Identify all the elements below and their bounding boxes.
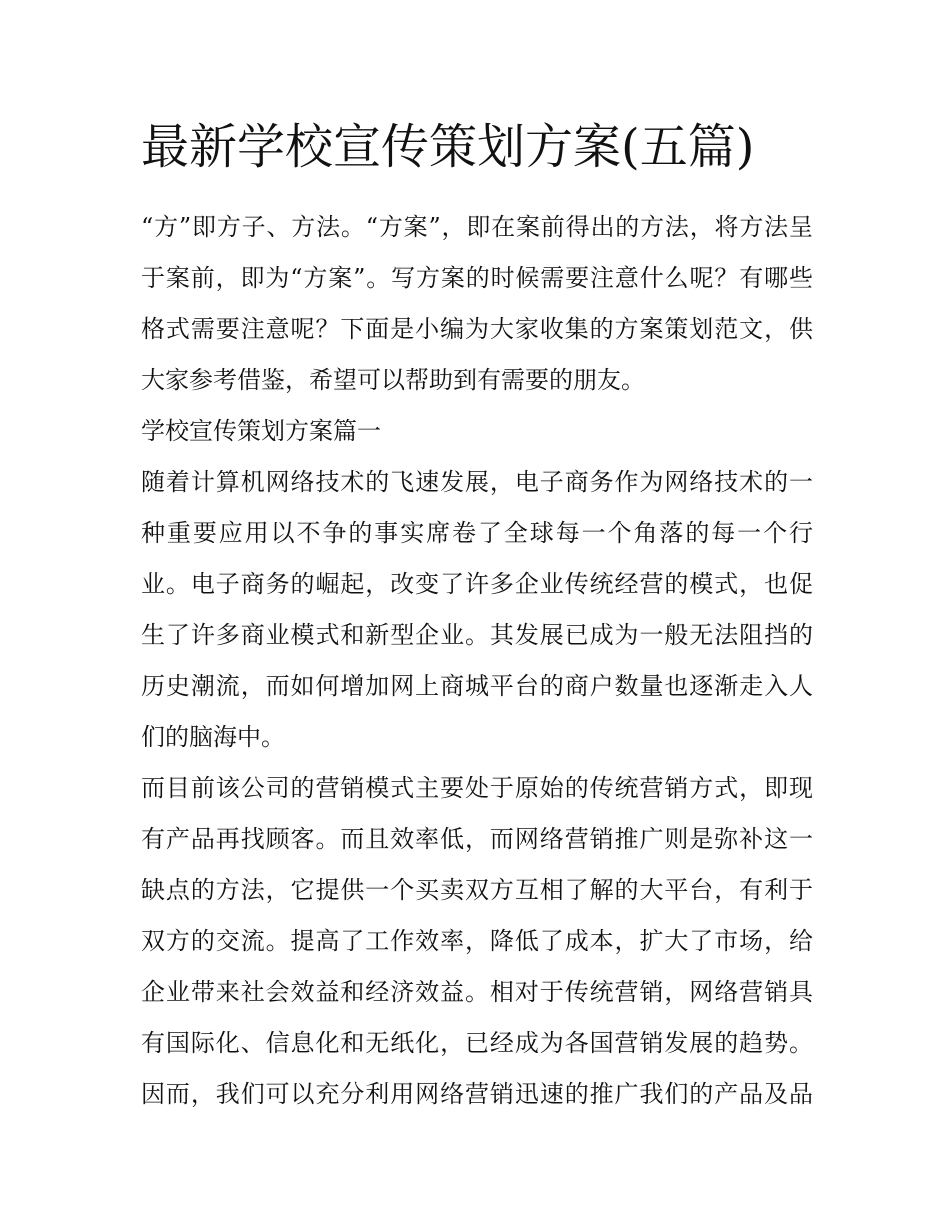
document-body [141, 202, 813, 1120]
text-line: 有国际化、信息化和无纸化，已经成为各国营销发展的趋势。 [141, 1029, 813, 1057]
text-line: 业。电子商务的崛起，改变了许多企业传统经营的模式，也促 [141, 570, 813, 598]
text-line: 历史潮流，而如何增加网上商城平台的商户数量也逐渐走入人 [141, 672, 813, 700]
text-line: 们的脑海中。 [141, 723, 285, 751]
text-line: 企业带来社会效益和经济效益。相对于传统营销，网络营销具 [141, 978, 813, 1006]
document-title: 最新学校宣传策划方案(五篇) [141, 119, 755, 175]
text-line: 大家参考借鉴，希望可以帮助到有需要的朋友。 [141, 366, 645, 394]
text-line: “方”即方子、方法。“方案”，即在案前得出的方法，将方法呈 [141, 213, 813, 241]
text-line: 双方的交流。提高了工作效率，降低了成本，扩大了市场，给 [141, 927, 813, 955]
text-line: 生了许多商业模式和新型企业。其发展已成为一般无法阻挡的 [141, 621, 813, 649]
section-heading: 学校宣传策划方案篇一 [141, 417, 381, 445]
text-line: 缺点的方法，它提供一个买卖双方互相了解的大平台，有利于 [141, 876, 813, 904]
text-line: 种重要应用以不争的事实席卷了全球每一个角落的每一个行 [141, 519, 813, 547]
text-line: 随着计算机网络技术的飞速发展，电子商务作为网络技术的一 [141, 468, 813, 496]
text-line: 而目前该公司的营销模式主要处于原始的传统营销方式，即现 [141, 774, 813, 802]
text-line: 于案前，即为“方案”。写方案的时候需要注意什么呢？有哪些 [141, 264, 813, 292]
text-line: 格式需要注意呢？下面是小编为大家收集的方案策划范文，供 [141, 315, 813, 343]
text-line: 因而，我们可以充分利用网络营销迅速的推广我们的产品及品 [141, 1080, 813, 1108]
document-content [141, 112, 813, 1120]
text-line: 有产品再找顾客。而且效率低，而网络营销推广则是弥补这一 [141, 825, 813, 853]
